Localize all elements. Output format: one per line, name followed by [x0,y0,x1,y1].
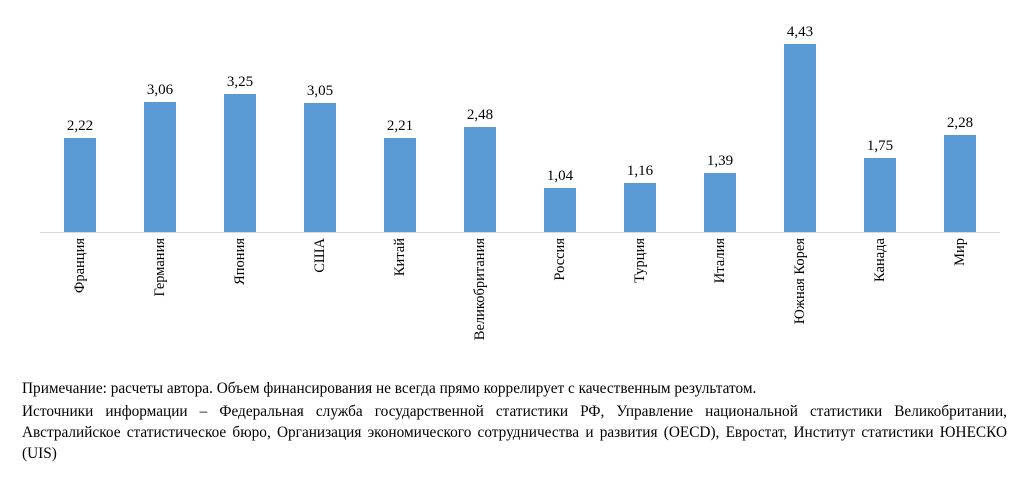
bar-value-label: 1,75 [866,137,894,154]
bar[interactable] [304,103,336,232]
note-line-1: Примечание: расчеты автора. Объем финансирования не всегда прямо коррелирует с качественным результатом. [22,380,757,397]
category-label [120,238,200,358]
category-label [360,238,440,358]
notes-block [22,378,1007,464]
category-label [760,238,840,358]
bar-value-label: 1,39 [706,153,734,170]
category-label [280,238,360,358]
bar[interactable] [544,188,576,232]
category-label-text: Китай [391,238,408,277]
category-label-text: Япония [231,238,248,285]
category-label [520,238,600,358]
category-label [840,238,920,358]
category-label-text: Россия [551,238,568,281]
category-label [600,238,680,358]
bar-value-label: 2,28 [946,115,974,132]
bar-column [840,20,920,232]
bar-column [520,20,600,232]
bar-value-label: 2,48 [466,106,494,123]
bar[interactable] [144,102,176,232]
bar[interactable] [704,173,736,232]
category-label-text: Германия [151,238,168,297]
category-label [40,238,120,358]
bar-column [760,20,840,232]
bar-value-label: 3,25 [226,74,254,91]
bar-value-label: 1,16 [626,162,654,179]
category-label-text: Турция [631,238,648,283]
category-label-text: Франция [71,238,88,294]
bar-column [680,20,760,232]
bar[interactable] [624,183,656,232]
bar[interactable] [944,135,976,232]
bar-column [280,20,360,232]
category-label-text: Великобритания [471,238,488,341]
category-axis-line [40,232,1000,233]
bar-value-label: 3,06 [146,82,174,99]
bar-column [600,20,680,232]
bar[interactable] [224,94,256,232]
category-label-text: США [311,238,328,273]
category-label [680,238,760,358]
bar[interactable] [464,127,496,232]
bar-value-label: 4,43 [786,24,814,41]
bar[interactable] [784,44,816,232]
bar-value-label: 1,04 [546,167,574,184]
bar-column [120,20,200,232]
note-line-2: Источники информации – Федеральная служба государственной статистики РФ, Управление национальной статистики Великобритании, Австралийское статистическое бюро, Организация экономического сотрудничества и развития (OECD), Евростат, Институт статистики ЮНЕСКО (UIS) [22,403,1007,462]
bar-column [440,20,520,232]
category-label [920,238,1000,358]
bar-value-label: 2,21 [386,118,414,135]
category-label-text: Канада [871,238,888,282]
category-label-text: Мир [951,238,968,266]
bar[interactable] [384,138,416,232]
category-label [200,238,280,358]
bar-value-label: 2,22 [66,117,94,134]
category-label [440,238,520,358]
bar-value-label: 3,05 [306,82,334,99]
bar[interactable] [864,158,896,232]
category-label-text: Италия [711,238,728,284]
bar[interactable] [64,138,96,232]
bar-column [200,20,280,232]
category-label-text: Южная Корея [791,238,808,325]
